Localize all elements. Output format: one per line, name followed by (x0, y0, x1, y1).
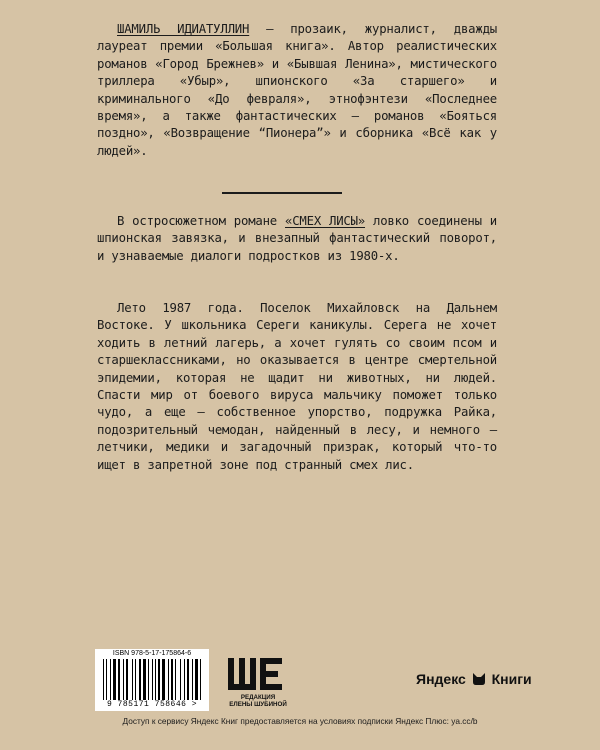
yandex-logo-right: Книги (491, 671, 532, 687)
barcode-bars (103, 659, 203, 700)
publisher-line-1: РЕДАКЦИЯ (240, 694, 276, 701)
barcode-bar (118, 659, 120, 700)
barcode-bar (180, 659, 181, 700)
yandex-logo-left: Яндекс (416, 671, 466, 687)
divider (222, 192, 342, 194)
publisher-logo-text (224, 694, 292, 708)
author-name: ШАМИЛЬ ИДИАТУЛЛИН (117, 22, 250, 36)
barcode-bar (148, 659, 149, 700)
barcode-bar (187, 659, 189, 700)
isbn-label: ISBN 978-5-17-175864-6 (112, 650, 192, 657)
barcode-bar (192, 659, 193, 700)
barcode-bar (195, 659, 198, 700)
plot-summary: Лето 1987 года. Поселок Михайловск на Дальнем Востоке. У школьника Сереги каникулы. Серега не хочет ходить в летний лагерь, а хочет гулять со своим псом и старшеклассниками, но оказывается в центре смертельной эпидемии, которая не щадит ни животных, ни людей. Спасти мир от боевого вируса мальчику поможет только чудо, а еще — собственное упорство, подружка Райка, подозрительный чемодан, найденный в лесу, и немного — летчики, медики и загадочный призрак, который что-то ищет в запретной зоне под странный смех лис. (97, 301, 497, 472)
book-title: «СМЕХ ЛИСЫ» (285, 214, 366, 228)
barcode-bar (103, 659, 104, 700)
barcode-bar (126, 659, 128, 700)
author-bio (97, 21, 497, 160)
publisher-line-2: ЕЛЕНЫ ШУБИНОЙ (229, 701, 287, 708)
barcode-digits: 9 785171 758646 > (106, 700, 198, 709)
barcode-bar (168, 659, 169, 700)
author-bio-text: — прозаик, журналист, дважды лауреат премии «Большая книга». Автор реалистических романов «Город Брежнев» и «Бывшая Ленина», мистического триллера «Убыр», шпионского «За старшего» и криминального «До февраля», этнофэнтези «Последнее время», а также фантастических — романов «Бояться поздно», «Возвращение “Пионера”» и сборника «Всё как у людей». (97, 22, 497, 158)
barcode-bar (123, 659, 124, 700)
barcode-bar (155, 659, 156, 700)
barcode-bar (106, 659, 107, 700)
barcode-bar (162, 659, 165, 700)
intro-post: ловко соединены и шпионская завязка, и внезапный фантастический поворот, и узнаваемые диалоги подростков из 1980-х. (97, 214, 497, 263)
footer-note: Доступ к сервису Яндекс Книг предоставляется на условиях подписки Яндекс Плюс: ya.cc/b (122, 716, 478, 726)
cat-icon (472, 672, 486, 686)
publisher-logo-icon (226, 655, 286, 693)
book-intro (97, 213, 497, 265)
intro-pre: В остросюжетном романе (117, 214, 285, 228)
barcode-bar (171, 659, 173, 700)
barcode-bar (113, 659, 116, 700)
barcode-bar (152, 659, 153, 700)
yandex-books-logo (416, 671, 532, 687)
barcode-bar (139, 659, 141, 700)
barcode-bar (200, 659, 201, 700)
barcode-bar (158, 659, 160, 700)
barcode (95, 649, 209, 711)
barcode-bar (132, 659, 133, 700)
barcode-bar (135, 659, 136, 700)
barcode-bar (184, 659, 185, 700)
barcode-bar (110, 659, 111, 700)
barcode-bar (143, 659, 146, 700)
barcode-bar (175, 659, 176, 700)
